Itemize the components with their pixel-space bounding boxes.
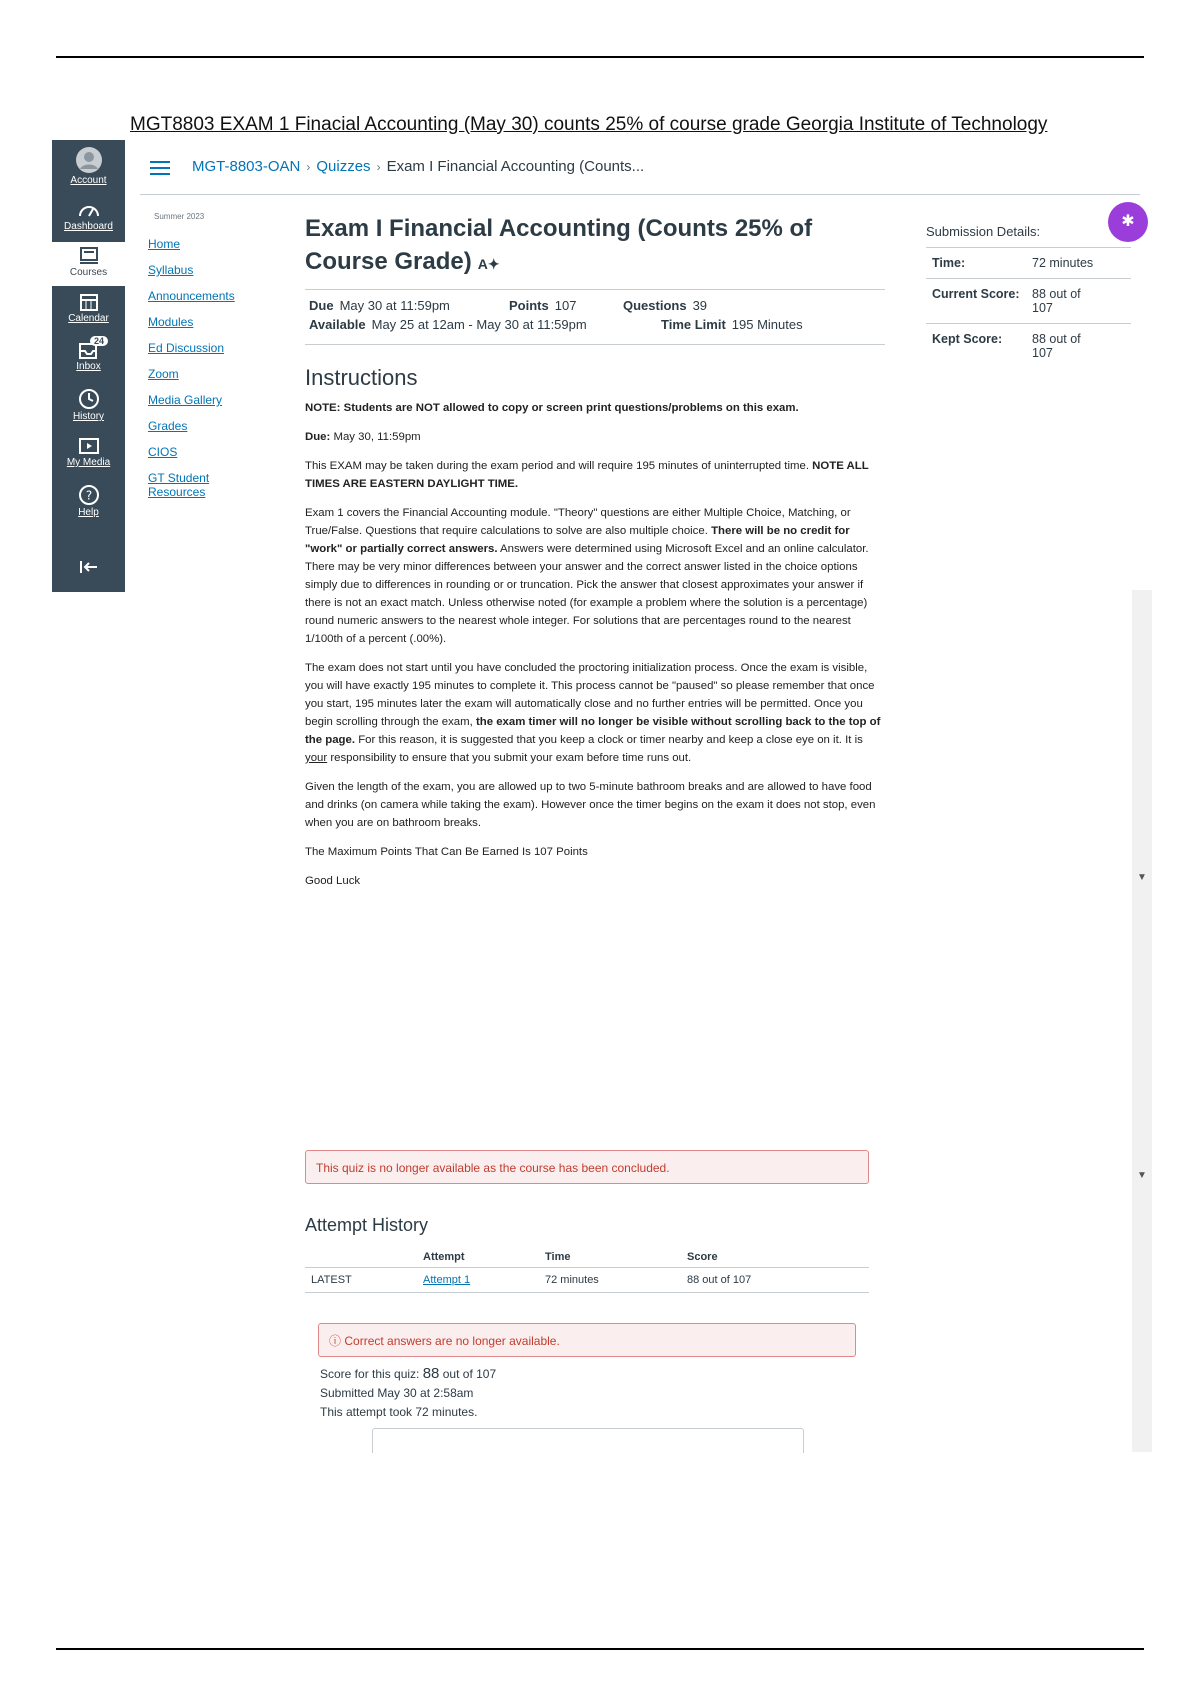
table-row (305, 1268, 869, 1293)
quiz-time-limit: Time Limit 195 Minutes (661, 317, 803, 332)
attempt-history-table (305, 1247, 869, 1293)
collapse-icon (78, 560, 100, 574)
breadcrumb-course[interactable]: MGT-8803-OAN (192, 158, 301, 175)
attempt-score: 88 out of 107 (681, 1268, 869, 1293)
scroll-down-arrow-icon[interactable]: ▼ (1137, 872, 1147, 883)
instructions-note: NOTE: Students are NOT allowed to copy or screen print questions/problems on this exam. (305, 402, 799, 414)
assistant-bubble-icon[interactable]: ✱ (1108, 202, 1148, 242)
collapse-nav-button[interactable] (52, 560, 125, 580)
instructions-paragraph: Exam 1 covers the Financial Accounting module. "Theory" questions are either Multiple Choice, Matching, or True/False. Questions that require calculations to solve are also multiple choice. There will be no credit for "work" or partially correct answers. Answers were determined using Microsoft Excel and an online calculator. There may be very minor differences between your answer and the correct answer listed in the choice options simply due to differences in rounding or or truncation. Pick the answer that closest approximates your answer if there is not an exact match. Unless otherwise noted (for example a problem where the solution is a percentage) round numeric answers to the nearest whole integer. For solutions that are percentages round to the nearest 1/100th of a percent (.00%). (305, 507, 869, 645)
instructions-due: Due: May 30, 11:59pm (305, 431, 421, 443)
submission-label: Kept Score: (932, 332, 1003, 346)
score-value: 88 (422, 1365, 440, 1382)
global-nav-label: Inbox (76, 361, 101, 372)
question-container (372, 1428, 804, 1453)
ai-sparkle-icon[interactable]: A✦ (477, 256, 500, 272)
quiz-main (305, 212, 885, 901)
global-nav-label: Dashboard (64, 221, 113, 232)
help-icon (78, 484, 100, 506)
quiz-details (305, 289, 885, 345)
account-icon (75, 146, 103, 174)
global-nav-history[interactable] (52, 388, 125, 428)
hamburger-menu-button[interactable] (150, 161, 170, 179)
quiz-title: Exam I Financial Accounting (Counts 25% of Course Grade) (305, 215, 813, 275)
course-nav-syllabus[interactable]: Syllabus (148, 263, 194, 277)
course-nav-gt-student-resources[interactable]: GT Student Resources (148, 471, 210, 499)
column-header (305, 1247, 417, 1268)
page-title (305, 212, 885, 281)
course-concluded-alert: This quiz is no longer available as the course has been concluded. (305, 1150, 869, 1184)
submission-value: 88 out of 107 (1032, 287, 1081, 315)
svg-text:?: ? (85, 488, 92, 503)
instructions-good-luck: Good Luck (305, 875, 361, 887)
global-nav-courses[interactable] (52, 242, 125, 286)
breadcrumb-separator-icon: › (306, 160, 311, 174)
course-nav-modules[interactable]: Modules (148, 315, 194, 329)
breadcrumb-current: Exam I Financial Accounting (Counts... (386, 158, 645, 175)
attempt-cell (417, 1268, 539, 1293)
score-summary (320, 1364, 496, 1422)
history-icon (78, 388, 100, 410)
global-nav (52, 140, 125, 592)
calendar-icon (79, 292, 99, 312)
quiz-due: Due May 30 at 11:59pm (309, 298, 450, 313)
submission-label: Time: (932, 256, 966, 270)
global-nav-my-media[interactable] (52, 436, 125, 476)
table-header-row (305, 1247, 869, 1268)
answers-unavailable-alert (318, 1323, 856, 1357)
submission-kept-score-row (926, 323, 1131, 368)
course-nav-announcements[interactable]: Announcements (148, 289, 235, 303)
global-nav-label: Calendar (68, 313, 109, 324)
instructions-paragraph: Given the length of the exam, you are allowed up to two 5-minute bathroom breaks and are allowed to have food and drinks (on camera while taking the exam). However once the timer begins on the exam it does not stop, even when you are on bathroom breaks. (305, 781, 876, 829)
column-header: Attempt (417, 1247, 539, 1268)
quiz-questions: Questions 39 (623, 298, 708, 313)
instructions-paragraph: The exam does not start until you have concluded the proctoring initialization process. Once the exam is visible, you will have exactly 195 minutes to complete it. This process cannot be "paused" so please remember that once you start, 195 minutes later the exam will automatically close and no further entries will be permitted. Once you begin scrolling through the exam, the exam timer will no longer be visible without scrolling back to the top of the page. For this reason, it is suggested that you keep a clock or timer nearby and keep a close eye on it. It is your responsibility to ensure that you submit your exam before time runs out. (305, 662, 881, 764)
submission-details (926, 224, 1131, 368)
global-nav-label: Courses (69, 267, 108, 278)
attempt-history-heading: Attempt History (305, 1215, 429, 1235)
submission-label: Current Score: (932, 287, 1020, 301)
submission-time-row (926, 247, 1131, 278)
submission-current-score-row (926, 278, 1131, 323)
global-nav-dashboard[interactable] (52, 200, 125, 240)
course-nav-media-gallery[interactable]: Media Gallery (148, 393, 223, 407)
course-nav (148, 212, 258, 511)
global-nav-label: My Media (66, 457, 111, 468)
instructions-paragraph: This EXAM may be taken during the exam period and will require 195 minutes of uninterrupted time. NOTE ALL TIMES ARE EASTERN DAYLIGHT TIME. (305, 460, 869, 490)
global-nav-calendar[interactable] (52, 292, 125, 332)
global-nav-label: Help (78, 507, 99, 518)
global-nav-account[interactable] (52, 146, 125, 194)
course-nav-ed-discussion[interactable]: Ed Discussion (148, 341, 225, 355)
course-nav-home[interactable]: Home (148, 237, 181, 251)
course-nav-cios[interactable]: CIOS (148, 445, 178, 459)
top-rule (56, 56, 1144, 58)
attempt-tag: LATEST (305, 1268, 417, 1293)
courses-icon (78, 246, 100, 266)
attempt-time: 72 minutes (539, 1268, 681, 1293)
quiz-available: Available May 25 at 12am - May 30 at 11:59pm (309, 317, 587, 332)
breadcrumb (192, 158, 644, 175)
global-nav-help[interactable] (52, 484, 125, 524)
instructions-heading: Instructions (305, 365, 418, 390)
global-nav-label: Account (70, 175, 107, 186)
bottom-rule (56, 1648, 1144, 1650)
scrollbar[interactable] (1132, 590, 1152, 1452)
instructions-max-points: The Maximum Points That Can Be Earned Is 107 Points (305, 846, 588, 858)
submission-value: 72 minutes (1032, 256, 1094, 270)
instructions-body (305, 399, 885, 890)
course-nav-zoom[interactable]: Zoom (148, 367, 179, 381)
info-icon: ⓘ (329, 1334, 342, 1348)
inbox-badge: 24 (90, 336, 108, 346)
breadcrumb-quizzes[interactable]: Quizzes (316, 158, 371, 175)
my-media-icon (78, 436, 100, 456)
document-title: MGT8803 EXAM 1 Finacial Accounting (May 30) counts 25% of course grade Georgia Institute of Technology (130, 114, 1048, 135)
submission-details-heading: Submission Details: (926, 224, 1041, 239)
scroll-down-arrow-icon[interactable]: ▼ (1137, 1170, 1147, 1181)
score-line: Score for this quiz: 88 out of 107 (320, 1365, 497, 1382)
global-nav-inbox[interactable] (52, 336, 125, 380)
submitted-line: Submitted May 30 at 2:58am (320, 1386, 474, 1400)
breadcrumb-separator-icon: › (376, 160, 381, 174)
dashboard-icon (77, 200, 101, 220)
duration-line: This attempt took 72 minutes. (320, 1405, 478, 1419)
global-nav-label: History (72, 411, 105, 422)
column-header: Score (681, 1247, 869, 1268)
course-nav-grades[interactable]: Grades (148, 419, 188, 433)
course-term: Summer 2023 (154, 212, 205, 221)
answers-unavailable-text: Correct answers are no longer available. (344, 1334, 560, 1348)
submission-value: 88 out of 107 (1032, 332, 1081, 360)
quiz-points: Points 107 (509, 298, 577, 313)
column-header: Time (539, 1247, 681, 1268)
attempt-link[interactable]: Attempt 1 (423, 1274, 471, 1286)
header-divider (140, 194, 1140, 195)
